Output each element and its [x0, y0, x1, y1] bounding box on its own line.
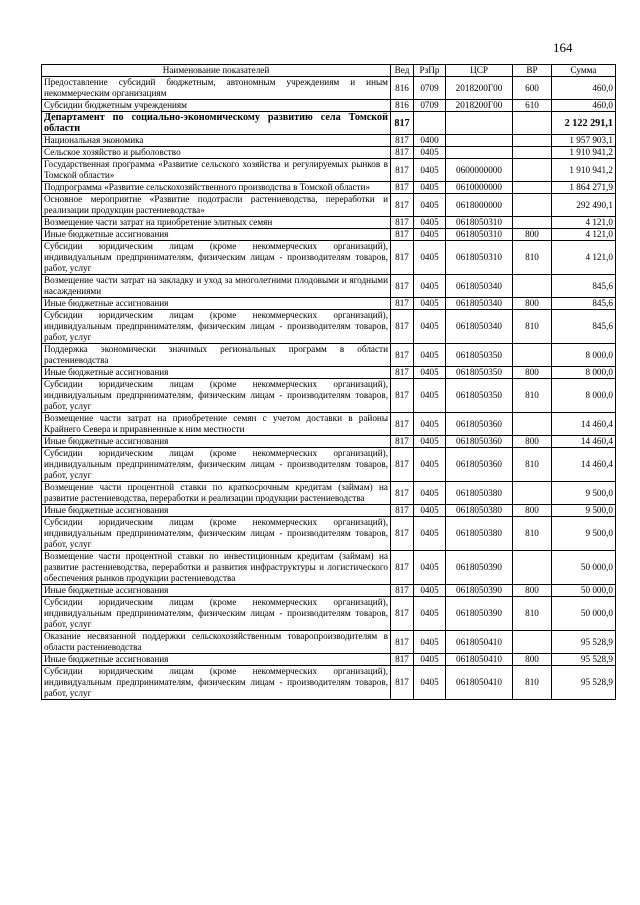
cell-ved: 817 — [391, 367, 414, 379]
cell-ved: 817 — [391, 448, 414, 482]
table-row — [42, 310, 616, 344]
cell-ved: 817 — [391, 241, 414, 275]
cell-rzpr: 0405 — [414, 413, 446, 436]
table-row — [42, 112, 616, 135]
cell-name: Субсидии юридическим лицам (кроме некоммерческих организаций), индивидуальным предпринимателям, физическим лицам - производителям товаров, работ, услуг — [42, 597, 391, 631]
cell-ved: 817 — [391, 379, 414, 413]
cell-ved: 817 — [391, 551, 414, 585]
cell-ved: 817 — [391, 298, 414, 310]
table-row — [42, 241, 616, 275]
cell-name: Возмещение части затрат на приобретение элитных семян — [42, 217, 391, 229]
cell-rzpr: 0405 — [414, 551, 446, 585]
cell-name: Субсидии юридическим лицам (кроме некоммерческих организаций), индивидуальным предпринимателям, физическим лицам - производителям товаров, работ, услуг — [42, 241, 391, 275]
cell-sum: 50 000,0 — [552, 597, 616, 631]
cell-sum: 460,0 — [552, 77, 616, 100]
cell-rzpr: 0405 — [414, 229, 446, 241]
cell-sum: 1 957 903,1 — [552, 135, 616, 147]
cell-csr: 0618050380 — [446, 517, 513, 551]
cell-csr: 0618050410 — [446, 666, 513, 700]
cell-rzpr: 0405 — [414, 275, 446, 298]
cell-rzpr: 0405 — [414, 298, 446, 310]
budget-table — [41, 64, 616, 700]
cell-rzpr: 0405 — [414, 310, 446, 344]
cell-name: Департамент по социально-экономическому развитию села Томской области — [42, 112, 391, 135]
cell-name: Возмещение части затрат на приобретение семян с учетом доставки в районы Крайнего Севера и приравненные к ним местности — [42, 413, 391, 436]
cell-ved: 817 — [391, 482, 414, 505]
cell-csr: 0610000000 — [446, 182, 513, 194]
cell-rzpr — [414, 112, 446, 135]
table-row — [42, 159, 616, 182]
cell-sum: 95 528,9 — [552, 666, 616, 700]
cell-sum: 4 121,0 — [552, 217, 616, 229]
cell-ved: 817 — [391, 413, 414, 436]
cell-csr — [446, 135, 513, 147]
cell-vr — [513, 135, 552, 147]
cell-ved: 817 — [391, 135, 414, 147]
cell-vr: 800 — [513, 229, 552, 241]
cell-sum: 1 910 941,2 — [552, 147, 616, 159]
table-row — [42, 298, 616, 310]
cell-rzpr: 0709 — [414, 100, 446, 112]
table-row — [42, 597, 616, 631]
cell-csr: 0618050390 — [446, 585, 513, 597]
table-row — [42, 517, 616, 551]
cell-ved: 816 — [391, 100, 414, 112]
table-row — [42, 654, 616, 666]
cell-ved: 817 — [391, 275, 414, 298]
cell-rzpr: 0405 — [414, 344, 446, 367]
cell-ved: 817 — [391, 147, 414, 159]
cell-sum: 95 528,9 — [552, 631, 616, 654]
cell-sum: 2 122 291,1 — [552, 112, 616, 135]
table-row — [42, 551, 616, 585]
table-row — [42, 77, 616, 100]
cell-vr: 800 — [513, 436, 552, 448]
cell-vr: 610 — [513, 100, 552, 112]
cell-sum: 9 500,0 — [552, 517, 616, 551]
cell-csr: 0600000000 — [446, 159, 513, 182]
cell-csr: 2018200Г00 — [446, 77, 513, 100]
cell-sum: 95 528,9 — [552, 654, 616, 666]
table-row — [42, 379, 616, 413]
cell-csr: 0618050380 — [446, 482, 513, 505]
cell-rzpr: 0400 — [414, 135, 446, 147]
cell-name: Возмещение части процентной ставки по краткосрочным кредитам (займам) на развитие растениеводства, переработки и реализации продукции растениеводства — [42, 482, 391, 505]
cell-sum: 50 000,0 — [552, 551, 616, 585]
cell-vr — [513, 217, 552, 229]
table-row — [42, 631, 616, 654]
cell-name: Иные бюджетные ассигнования — [42, 367, 391, 379]
cell-csr: 0618050410 — [446, 654, 513, 666]
cell-vr: 800 — [513, 367, 552, 379]
cell-sum: 50 000,0 — [552, 585, 616, 597]
table-body — [42, 77, 616, 700]
cell-csr: 0618050350 — [446, 344, 513, 367]
cell-vr: 800 — [513, 585, 552, 597]
table-row — [42, 367, 616, 379]
cell-csr: 0618050360 — [446, 448, 513, 482]
cell-vr: 810 — [513, 666, 552, 700]
table-row — [42, 505, 616, 517]
cell-rzpr: 0405 — [414, 379, 446, 413]
cell-name: Возмещение части затрат на закладку и уход за многолетними плодовыми и ягодными насаждениями — [42, 275, 391, 298]
cell-csr — [446, 112, 513, 135]
cell-csr: 2018200Г00 — [446, 100, 513, 112]
table-row — [42, 482, 616, 505]
cell-name: Иные бюджетные ассигнования — [42, 229, 391, 241]
cell-sum: 9 500,0 — [552, 482, 616, 505]
table-row — [42, 229, 616, 241]
cell-csr: 0618000000 — [446, 194, 513, 217]
cell-rzpr: 0405 — [414, 436, 446, 448]
cell-csr: 0618050410 — [446, 631, 513, 654]
cell-ved: 817 — [391, 182, 414, 194]
cell-rzpr: 0405 — [414, 631, 446, 654]
cell-ved: 817 — [391, 517, 414, 551]
cell-ved: 817 — [391, 344, 414, 367]
header-name: Наименование показателей — [42, 65, 391, 77]
cell-csr: 0618050310 — [446, 229, 513, 241]
cell-csr: 0618050360 — [446, 436, 513, 448]
table-row — [42, 585, 616, 597]
table-row — [42, 217, 616, 229]
cell-sum: 845,6 — [552, 275, 616, 298]
cell-name: Предоставление субсидий бюджетным, автономным учреждениям и иным некоммерческим организациям — [42, 77, 391, 100]
cell-rzpr: 0405 — [414, 597, 446, 631]
cell-ved: 817 — [391, 194, 414, 217]
cell-sum: 845,6 — [552, 310, 616, 344]
table-row — [42, 666, 616, 700]
cell-ved: 817 — [391, 159, 414, 182]
cell-vr: 810 — [513, 241, 552, 275]
cell-csr: 0618050310 — [446, 217, 513, 229]
cell-csr: 0618050340 — [446, 298, 513, 310]
cell-name: Иные бюджетные ассигнования — [42, 298, 391, 310]
table-row — [42, 147, 616, 159]
cell-rzpr: 0405 — [414, 666, 446, 700]
cell-sum: 1 910 941,2 — [552, 159, 616, 182]
page-number: 164 — [553, 40, 573, 55]
table-header-row — [42, 65, 616, 77]
cell-rzpr: 0405 — [414, 517, 446, 551]
cell-sum: 4 121,0 — [552, 241, 616, 275]
cell-rzpr: 0405 — [414, 159, 446, 182]
cell-csr: 0618050380 — [446, 505, 513, 517]
cell-ved: 817 — [391, 597, 414, 631]
cell-rzpr: 0405 — [414, 367, 446, 379]
header-vr: ВР — [513, 65, 552, 77]
table-row — [42, 275, 616, 298]
cell-vr: 800 — [513, 505, 552, 517]
cell-ved: 817 — [391, 112, 414, 135]
cell-sum: 8 000,0 — [552, 344, 616, 367]
cell-csr: 0618050390 — [446, 551, 513, 585]
table-row — [42, 413, 616, 436]
cell-ved: 817 — [391, 631, 414, 654]
cell-ved: 817 — [391, 436, 414, 448]
cell-rzpr: 0405 — [414, 585, 446, 597]
cell-rzpr: 0405 — [414, 194, 446, 217]
cell-csr: 0618050310 — [446, 241, 513, 275]
cell-csr: 0618050360 — [446, 413, 513, 436]
cell-vr — [513, 413, 552, 436]
cell-name: Иные бюджетные ассигнования — [42, 436, 391, 448]
cell-rzpr: 0405 — [414, 217, 446, 229]
cell-vr: 810 — [513, 517, 552, 551]
cell-sum: 9 500,0 — [552, 505, 616, 517]
cell-sum: 8 000,0 — [552, 379, 616, 413]
cell-name: Сельское хозяйство и рыболовство — [42, 147, 391, 159]
cell-vr: 810 — [513, 310, 552, 344]
cell-name: Возмещение части процентной ставки по инвестиционным кредитам (займам) на развитие растениеводства, переработки и развития инфраструктуры и логистического обеспечения рынков продукции растениеводства — [42, 551, 391, 585]
cell-name: Иные бюджетные ассигнования — [42, 654, 391, 666]
cell-name: Национальная экономика — [42, 135, 391, 147]
cell-sum: 460,0 — [552, 100, 616, 112]
cell-sum: 14 460,4 — [552, 413, 616, 436]
header-sum: Сумма — [552, 65, 616, 77]
cell-vr: 600 — [513, 77, 552, 100]
table-row — [42, 344, 616, 367]
cell-sum: 4 121,0 — [552, 229, 616, 241]
cell-vr — [513, 275, 552, 298]
cell-csr: 0618050350 — [446, 379, 513, 413]
cell-sum: 292 490,1 — [552, 194, 616, 217]
cell-csr: 0618050340 — [446, 310, 513, 344]
cell-sum: 845,6 — [552, 298, 616, 310]
table-row — [42, 100, 616, 112]
cell-csr: 0618050350 — [446, 367, 513, 379]
cell-rzpr: 0405 — [414, 147, 446, 159]
cell-vr: 810 — [513, 448, 552, 482]
cell-vr: 800 — [513, 298, 552, 310]
cell-ved: 817 — [391, 666, 414, 700]
header-csr: ЦСР — [446, 65, 513, 77]
cell-csr: 0618050340 — [446, 275, 513, 298]
cell-vr — [513, 194, 552, 217]
cell-rzpr: 0405 — [414, 448, 446, 482]
cell-csr: 0618050390 — [446, 597, 513, 631]
cell-sum: 1 864 271,9 — [552, 182, 616, 194]
cell-vr — [513, 482, 552, 505]
cell-name: Субсидии юридическим лицам (кроме некоммерческих организаций), индивидуальным предпринимателям, физическим лицам - производителям товаров, работ, услуг — [42, 666, 391, 700]
cell-rzpr: 0405 — [414, 505, 446, 517]
cell-rzpr: 0405 — [414, 482, 446, 505]
cell-ved: 817 — [391, 505, 414, 517]
cell-name: Подпрограмма «Развитие сельскохозяйственного производства в Томской области» — [42, 182, 391, 194]
cell-name: Основное мероприятие «Развитие подотрасли растениеводства, переработки и реализации продукции растениеводства» — [42, 194, 391, 217]
cell-rzpr: 0405 — [414, 241, 446, 275]
cell-name: Субсидии юридическим лицам (кроме некоммерческих организаций), индивидуальным предпринимателям, физическим лицам - производителям товаров, работ, услуг — [42, 517, 391, 551]
cell-rzpr: 0405 — [414, 182, 446, 194]
cell-vr — [513, 631, 552, 654]
cell-vr — [513, 182, 552, 194]
cell-vr — [513, 551, 552, 585]
header-rzpr: РзПр — [414, 65, 446, 77]
cell-vr — [513, 112, 552, 135]
table-row — [42, 436, 616, 448]
cell-vr — [513, 159, 552, 182]
cell-csr — [446, 147, 513, 159]
cell-name: Субсидии юридическим лицам (кроме некоммерческих организаций), индивидуальным предпринимателям, физическим лицам - производителям товаров, работ, услуг — [42, 379, 391, 413]
cell-name: Государственная программа «Развитие сельского хозяйства и регулируемых рынков в Томской области» — [42, 159, 391, 182]
cell-rzpr: 0405 — [414, 654, 446, 666]
cell-vr: 810 — [513, 379, 552, 413]
table-row — [42, 182, 616, 194]
cell-ved: 817 — [391, 654, 414, 666]
cell-name: Субсидии бюджетным учреждениям — [42, 100, 391, 112]
cell-ved: 817 — [391, 217, 414, 229]
cell-ved: 817 — [391, 310, 414, 344]
table-row — [42, 135, 616, 147]
cell-vr — [513, 147, 552, 159]
cell-ved: 817 — [391, 585, 414, 597]
cell-sum: 8 000,0 — [552, 367, 616, 379]
cell-name: Иные бюджетные ассигнования — [42, 585, 391, 597]
header-ved: Вед — [391, 65, 414, 77]
cell-name: Поддержка экономически значимых региональных программ в области растениеводства — [42, 344, 391, 367]
cell-vr: 800 — [513, 654, 552, 666]
cell-name: Субсидии юридическим лицам (кроме некоммерческих организаций), индивидуальным предпринимателям, физическим лицам - производителям товаров, работ, услуг — [42, 448, 391, 482]
cell-sum: 14 460,4 — [552, 436, 616, 448]
cell-vr — [513, 344, 552, 367]
cell-name: Оказание несвязанной поддержки сельскохозяйственным товаропроизводителям в области растениеводства — [42, 631, 391, 654]
table-row — [42, 448, 616, 482]
cell-vr: 810 — [513, 597, 552, 631]
cell-ved: 817 — [391, 229, 414, 241]
cell-ved: 816 — [391, 77, 414, 100]
cell-name: Иные бюджетные ассигнования — [42, 505, 391, 517]
cell-name: Субсидии юридическим лицам (кроме некоммерческих организаций), индивидуальным предпринимателям, физическим лицам - производителям товаров, работ, услуг — [42, 310, 391, 344]
table-row — [42, 194, 616, 217]
cell-sum: 14 460,4 — [552, 448, 616, 482]
cell-rzpr: 0709 — [414, 77, 446, 100]
